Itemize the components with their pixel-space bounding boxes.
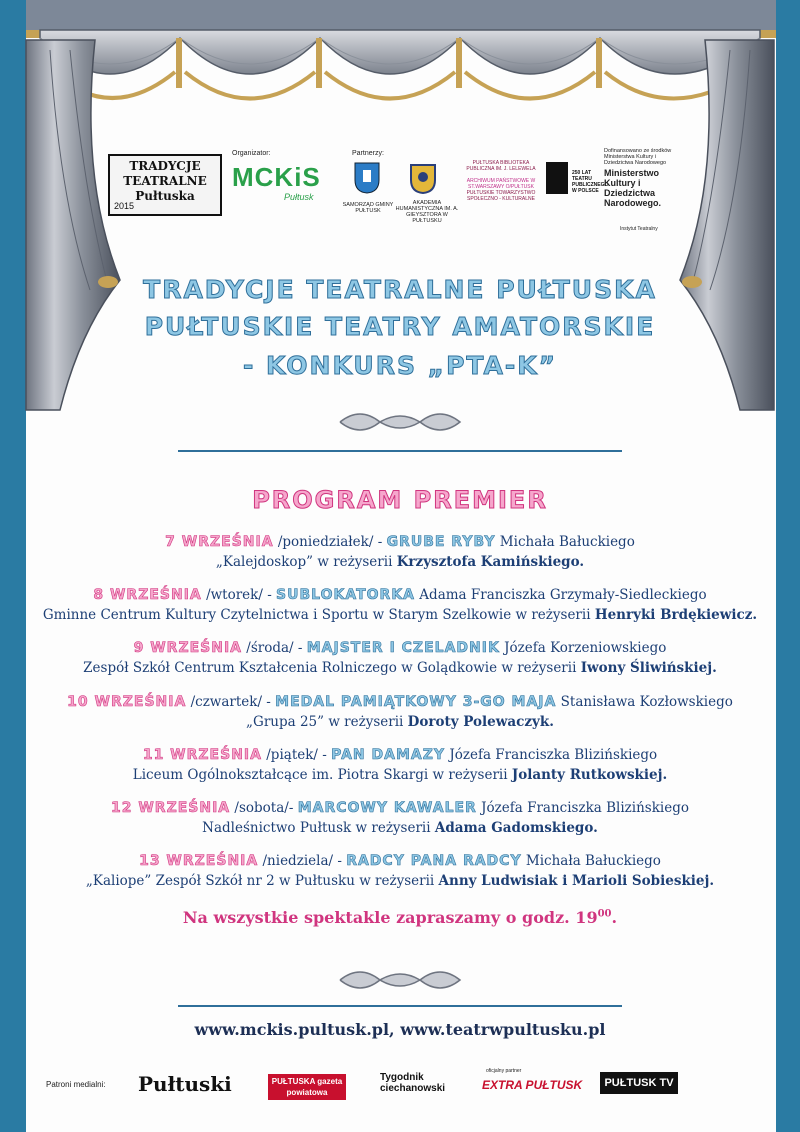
sponsor-logos: TRADYCJE TEATRALNE Pułtuska 2015 Organizator: MCKiS Pułtusk Partnerzy: SAMORZĄD GMINY PUŁTUSK AKADEMIA HUMANISTYCZNA IM. A. GIEYSZTORA W PUŁTUSKU PUŁTUSKA BIBLIOTEKA PUBLICZNA IM. J. LELEWELA ARCHIWUM PAŃSTWOWE W ST.WARSZAWY O/PUŁTUSK PUŁTUSKIE TOWARZYSTWO SPOŁECZNO - KULTURALNE 250 LAT TEATRU PUBLICZNEGO W POLSCE Dofinansowano ze środków Ministerstwa Kultury i Dziedzictwa Narodowego Ministerstwo Kultury i Dziedzictwa Narodowego. Instytut Teatralny <box>0 140 800 240</box>
entry-date: 10 WRZEŚNIA <box>67 694 187 710</box>
entry-date: 7 WRZEŚNIA <box>165 534 274 550</box>
website-links[interactable]: www.mckis.pultusk.pl, www.teatrwpultusku.pl <box>194 1020 606 1039</box>
program-entry: 10 WRZEŚNIA /czwartek/ - MEDAL PAMIĄTKOWY 3-GO MAJA Stanisława Kozłowskiego „Grupa 25” w reżyserii Doroty Polewaczyk. <box>67 694 733 730</box>
tradycje-logo: TRADYCJE TEATRALNE Pułtuska 2015 <box>108 154 222 216</box>
entry-play: MARCOWY KAWALER <box>297 800 477 816</box>
invitation-text: Na wszystkie spektakle zapraszamy o godz. $19^{00}$. <box>182 908 618 927</box>
program-entry: 11 WRZEŚNIA /piątek/ - PAN DAMAZY Józefa Franciszka Blizińskiego Liceum Ogólnokształcące im. Piotra Skargi w reżyserii Jolanty Rutkowskiej. <box>132 747 668 783</box>
ornament-top <box>330 404 470 440</box>
program-entry: 7 WRZEŚNIA /poniedziałek/ - GRUBE RYBY Michała Bałuckiego „Kalejdoskop” w reżyserii Krzysztofa Kamińskiego. <box>165 534 635 570</box>
program-entry: 12 WRZEŚNIA /sobota/- MARCOWY KAWALER Józefa Franciszka Blizińskiego Nadleśnictwo Pułtusk w reżyserii Adama Gadomskiego. <box>111 800 689 836</box>
patron-tygodnik: Tygodnik ciechanowski <box>380 1072 446 1094</box>
entry-date: 12 WRZEŚNIA <box>111 800 231 816</box>
entry-play: PAN DAMAZY <box>331 747 446 763</box>
entry-date: 8 WRZEŚNIA <box>93 587 202 603</box>
entry-play: MEDAL PAMIĄTKOWY 3-GO MAJA <box>275 694 557 710</box>
program-title: PROGRAM PREMIER <box>252 486 548 514</box>
akademia-crest <box>410 164 436 194</box>
patron-pultuski: Pułtuski <box>138 1072 232 1096</box>
teatr-250-logo <box>546 162 568 194</box>
divider-bottom <box>178 1005 622 1007</box>
entry-play: GRUBE RYBY <box>386 534 496 550</box>
divider-top <box>178 450 622 452</box>
entry-play: RADCY PANA RADCY <box>346 853 522 869</box>
entry-date: 13 WRZEŚNIA <box>139 853 259 869</box>
media-patrons: Patroni medialni: Pułtuski PUŁTUSKA gazeta powiatowa Tygodnik ciechanowski oficjalny partner EXTRA PUŁTUSK PUŁTUSK TV <box>0 1072 800 1102</box>
entry-date: 11 WRZEŚNIA <box>142 747 262 763</box>
patron-tv: PUŁTUSK TV <box>600 1072 678 1094</box>
entry-play: SUBLOKATORKA <box>276 587 416 603</box>
program-entry: 13 WRZEŚNIA /niedziela/ - RADCY PANA RADCY Michała Bałuckiego „Kaliope” Zespół Szkół nr 2 w Pułtusku w reżyserii Anny Ludwisiak i Marioli Sobieskiej. <box>85 853 715 889</box>
entry-play: MAJSTER I CZELADNIK <box>306 640 500 656</box>
title-line-3: - KONKURS „PTA-K” <box>242 351 558 380</box>
gmina-pultusk-crest <box>354 162 380 194</box>
mckis-logo: MCKiS <box>232 162 321 192</box>
ornament-bottom <box>330 962 470 998</box>
title-line-2: PUŁTUSKIE TEATRY AMATORSKIE <box>144 312 656 341</box>
title-line-1: TRADYCJE TEATRALNE PUŁTUSKA <box>143 275 657 304</box>
program-entry: 8 WRZEŚNIA /wtorek/ - SUBLOKATORKA Adama Franciszka Grzymały-Siedleckiego Gminne Centrum Kultury Czytelnictwa i Sportu w Starym Szelkowie w reżyserii Henryki Brdękiewicz. <box>42 587 758 623</box>
patron-gazeta: PUŁTUSKA gazeta powiatowa <box>268 1074 346 1100</box>
entry-date: 9 WRZEŚNIA <box>133 640 243 656</box>
patron-extra: EXTRA PUŁTUSK <box>482 1078 583 1092</box>
program-entry: 9 WRZEŚNIA /środa/ - MAJSTER I CZELADNIK Józefa Korzeniowskiego Zespół Szkół Centrum Kształcenia Rolniczego w Golądkowie w reżyserii Iwony Śliwińskiej. <box>83 640 717 676</box>
